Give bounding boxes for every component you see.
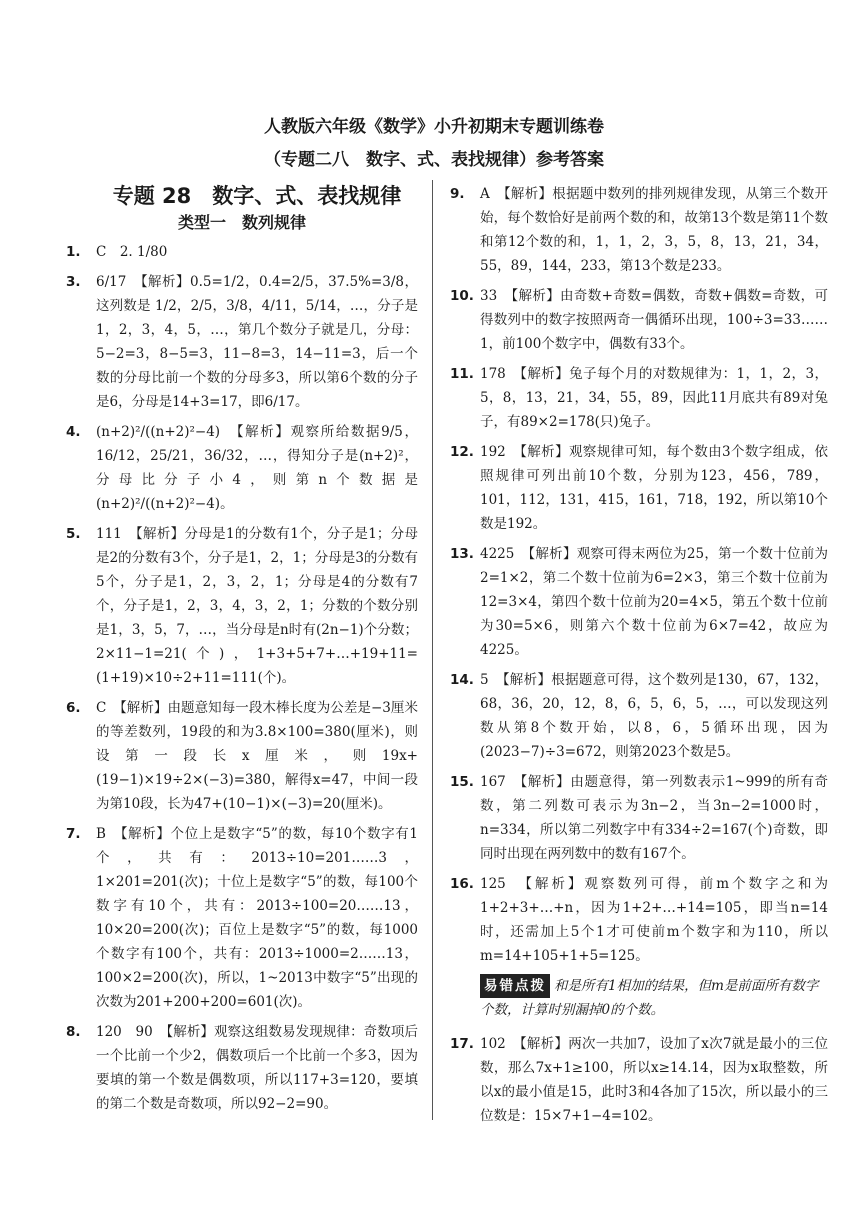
item-text: (n+2)²/((n+2)²−4) 【解析】观察所给数据9/5，16/12，25/21，36/32，…，得知分子是(n+2)²，分母比分子小4，则第n个数据是(n+2)²/((n+2)²−4)。 [96,424,418,512]
answer-item [66,240,418,264]
item-number: 13. [450,546,474,562]
item-text: 111 【解析】分母是1的分数有1个，分子是1；分母是2的分数有3个，分子是1，2，1；分母是3的分数有5个，分子是1，2，3，2，1；分母是4的分数有7个，分子是1，2，3，4，3，2，1；分数的个数分别是1，3，5，7，…，当分母是n时有(2n−1)个分数；2×11−1=21(个)，1+3+5+7+…+19+11=(1+19)×10÷2+11=111(个)。 [96,526,418,686]
item-number: 10. [450,288,474,304]
answer-item [450,362,828,434]
page-subtitle: （专题二八 数字、式、表找规律）参考答案 [264,150,604,170]
item-text: 178 【解析】兔子每个月的对数规律为：1，1，2，3，5，8，13，21，34，55，89，因此11月底共有89对兔子，有89×2=178(只)兔子。 [480,366,828,430]
type-title: 类型一 数列规律 [177,213,306,232]
error-tip [480,974,828,1022]
item-number: 4. [66,424,81,440]
item-number: 9. [450,186,465,202]
answer-item [450,770,828,866]
error-tip-text: 和是所有1相加的结果，但m是前面所有数字个数，计算时别漏掉0的个数。 [480,978,819,1018]
item-number: 6. [66,700,81,716]
answer-item [450,440,828,536]
column-divider [432,180,433,1120]
answer-item [66,420,418,516]
item-text: C 2. 1/80 [96,244,168,260]
item-number: 16. [450,876,474,892]
error-tip-badge: 易错点拨 [480,974,550,998]
item-number: 5. [66,526,81,542]
item-text: 4225 【解析】观察可得末两位为25，第一个数十位前为2=1×2，第二个数十位前为6=2×3，第三个数十位前为12=3×4，第四个数十位前为20=4×5，第五个数十位前为30=5×6，则第六个数十位前为6×7=42，故应为4225。 [480,546,828,658]
item-number: 11. [450,366,474,382]
answer-item [66,270,418,414]
item-number: 3. [66,274,81,290]
answer-item [450,542,828,662]
answer-item [450,668,828,764]
item-number: 7. [66,826,81,842]
item-text: C 【解析】由题意知每一段木棒长度为公差是−3厘米的等差数列，19段的和为3.8×100=380(厘米)，则设第一段长x厘米，则19x+(19−1)×19÷2×(−3)=380，解得x=47，中间一段为第10段，长为47+(10−1)×(−3)=20(厘米)。 [96,700,418,812]
item-text: B 【解析】个位上是数字“5”的数，每10个数字有1个，共有：2013÷10=201……3，1×201=201(次)；十位上是数字“5”的数，每100个数字有10个，共有：2013÷100=20……13，10×20=200(次)；百位上是数字“5”的数，每1000个数字有100个，共有：2013÷1000=2……13，100×2=200(次)，所以，1~2013中数字“5”出现的次数为201+200+200=601(次)。 [96,826,418,1010]
answer-item [66,522,418,690]
topic-title: 专题 28 数字、式、表找规律 [112,184,402,208]
item-number: 1. [66,244,81,260]
answer-item [66,1020,418,1116]
item-text: 33 【解析】由奇数+奇数=偶数，奇数+偶数=奇数，可得数列中的数字按照两奇一偶循环出现，100÷3=33……1，前100个数字中，偶数有33个。 [480,288,828,352]
item-number: 17. [450,1036,474,1052]
left-column [66,182,418,1122]
page-title: 人教版六年级《数学》小升初期末专题训练卷 [264,117,604,137]
item-number: 14. [450,672,474,688]
item-text: 6/17 【解析】0.5=1/2，0.4=2/5，37.5%=3/8，这列数是 1/2，2/5，3/8，4/11，5/14，…，分子是1，2，3，4，5，…，第几个数分子就是几，分母：5−2=3，8−5=3，11−8=3，14−11=3，后一个数的分母比前一个数的分母多3，所以第6个数的分子是6，分母是14+3=17，即6/17。 [96,274,418,410]
item-text: 167 【解析】由题意得，第一列数表示1~999的所有奇数，第二列数可表示为3n−2，当3n−2=1000时，n=334，所以第二列数字中有334÷2=167(个)奇数，即同时出现在两列数中的数有167个。 [480,774,828,862]
answer-item [66,696,418,816]
answer-item [450,1032,828,1128]
answer-item [450,872,828,968]
item-text: A 【解析】根据题中数列的排列规律发现，从第三个数开始，每个数恰好是前两个数的和，故第13个数是第11个数和第12个数的和，1，1，2，3，5，8，13，21，34，55，89，144，233，第13个数是233。 [480,186,828,274]
item-text: 192 【解析】观察规律可知，每个数由3个数字组成，依照规律可列出前10个数，分别为123，456，789，101，112，131，415，161，718，192，所以第10个数是192。 [480,444,828,532]
item-text: 120 90 【解析】观察这组数易发现规律：奇数项后一个比前一个少2，偶数项后一个比前一个多3，因为要填的第一个数是偶数项，所以117+3=120，要填的第二个数是奇数项，所以92−2=90。 [96,1024,418,1112]
right-column [450,182,828,1134]
answer-item [450,182,828,278]
item-number: 12. [450,444,474,460]
answer-item [66,822,418,1014]
item-text: 125 【解析】观察数列可得，前m个数字之和为1+2+3+…+n，因为1+2+…+14=105，即当n=14时，还需加上5个1才可使前m个数字和为110，所以m=14+105+1+5=125。 [480,876,828,964]
item-text: 5 【解析】根据题意可得，这个数列是130，67，132，68，36，20，12，8，6，5，6，5，…，可以发现这列数从第8个数开始，以8，6，5循环出现，因为(2023−7)÷3=672，则第2023个数是5。 [480,672,828,760]
item-number: 8. [66,1024,81,1040]
item-text: 102 【解析】两次一共加7，设加了x次7就是最小的三位数，那么7x+1≥100，所以x≥14.14，因为x取整数，所以x的最小值是15，此时3和4各加了15次，所以最小的三位数是：15×7+1−4=102。 [480,1036,828,1124]
answer-item [450,284,828,356]
item-number: 15. [450,774,474,790]
